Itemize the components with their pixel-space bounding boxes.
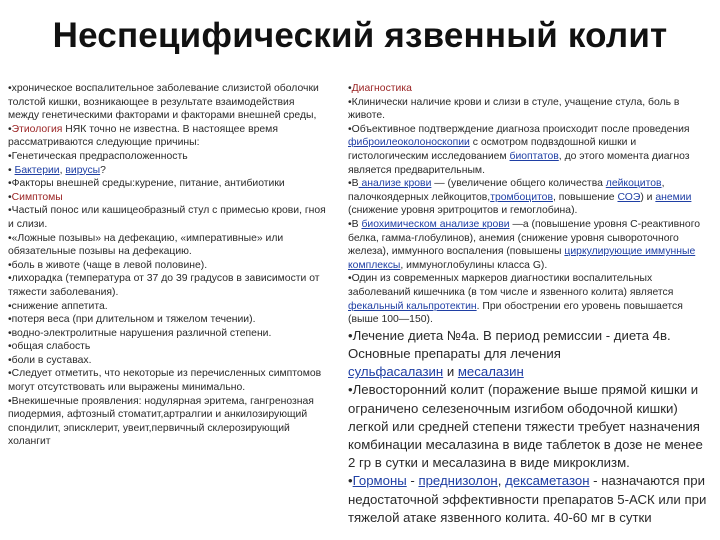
diagnostics-label: Диагностика (351, 83, 412, 94)
text: (снижение уровня эритроцитов и гемоглобина). (348, 205, 578, 217)
biopsy-link[interactable]: биоптатов (509, 150, 559, 162)
text: — (увеличение общего количества (431, 178, 606, 190)
list-item: •общая слабость (8, 341, 91, 353)
bullet: • (8, 164, 15, 176)
sulfasalazine-link[interactable]: сульфасалазин (348, 364, 444, 380)
text: - назначаются при недостаточной эффективности препаратов 5-АСК или при тяжелой атаке язвенного колита. 40-60 мг в сутки (348, 473, 707, 525)
list-item: •боли в суставах. (8, 354, 92, 366)
colonoscopy-link[interactable]: фиброилеоколоноскопии (348, 137, 470, 149)
list-item: •лихорадка (температура от 37 до 39 градусов в зависимости от тяжести заболевания). (8, 273, 320, 298)
diagnostics-heading (348, 82, 710, 96)
esr-link[interactable]: СОЭ (617, 191, 641, 203)
viruses-link[interactable]: вирусы (65, 164, 101, 176)
dexamethasone-link[interactable]: дексаметазон (505, 473, 590, 489)
list-item: •Следует отметить, что некоторые из перечисленных симптомов могут отсутствовать или выражены минимально. (8, 368, 322, 394)
text: • (348, 473, 353, 489)
list-item: •потеря веса (при длительном и тяжелом течении). (8, 314, 256, 326)
bacteria-link[interactable]: Бактерии (14, 164, 60, 176)
text: , до этого момента диагноз является предварительным. (348, 150, 690, 176)
text: ) и (640, 191, 656, 203)
list-item: •Внекишечные проявления: нодулярная эритема, гангренозная пиодермия, афтозный стоматит,артралгии и анкилозирующий спондилит, эписклерит, увеит,первичный склерозирующий холангит (8, 395, 314, 448)
list-item (348, 177, 710, 218)
slide-title: Неспецифический язвенный колит (52, 16, 668, 55)
list-item (8, 164, 326, 178)
bullet: • (8, 191, 12, 203)
left-column (8, 82, 326, 449)
text: —а (повышение уровня С-реактивного белка, гамма-глобулинов), анемия (снижение уровня сывороточного железа), иммунного воспаления (повышены (348, 218, 701, 258)
prednisolone-link[interactable]: преднизолон (418, 473, 498, 489)
immune-complexes-link[interactable]: циркулирующие иммунные комплексы (348, 246, 696, 271)
etiology-text: НЯК точно не известна. В настоящее время рассматриваются следующие причины: (8, 123, 278, 149)
calprotectin-link[interactable]: фекальный кальпротектин (348, 300, 477, 312)
separator: , (59, 164, 66, 176)
text: , повышение (552, 191, 618, 203)
list-item: •Генетическая предрасположенность (8, 150, 188, 162)
text: , иммуноглобулины класса G). (400, 259, 548, 271)
list-item: •«Ложные позывы» на дефекацию, «императивные» или обязательные позывы на дефекацию. (8, 232, 284, 258)
hormones-paragraph (348, 472, 710, 527)
text: - (406, 473, 419, 489)
list-item: •Факторы внешней среды:курение, питание, антибиотики (8, 178, 285, 190)
platelets-link[interactable]: тромбоцитов (490, 191, 553, 203)
treatment-paragraph: •Лечение диета №4а. В период ремиссии - диета 4в. Основные препараты для лечения (348, 327, 671, 361)
list-item: •снижение аппетита. (8, 300, 108, 312)
text: и (443, 364, 458, 380)
text: , палочкоядерных лейкоцитов, (348, 178, 665, 203)
mesalazine-link[interactable]: месалазин (457, 364, 524, 380)
right-column (348, 82, 710, 527)
symptoms-heading (8, 191, 326, 205)
list-item (348, 272, 710, 326)
definition-paragraph: •хроническое воспалительное заболевание слизистой оболочки толстой кишки, возникающее в результате взаимодействия между генетическими факторами и факторами внешней среды, (8, 83, 319, 122)
list-item: •водно-электролитные нарушения различной степени. (8, 327, 272, 339)
drugs-line (348, 363, 710, 381)
left-colitis-paragraph: •Левосторонний колит (поражение выше прямой кишки и ограничено селезеночным изгибом ободочной кишки) легкой или средней степени тяжести требует назначения комбинации месалазина в виде таблеток в дозе не менее 2 гр в сутки и месалазина в виде микроклизм. (348, 382, 703, 471)
list-item (348, 123, 710, 177)
text: . При обострении его уровень повышается (выше 100—150). (348, 300, 683, 326)
biochemistry-link[interactable]: биохимическом анализе крови (361, 218, 510, 230)
text: •Один из современных маркеров диагностики воспалительных заболеваний кишечника (в том числе и язвенного колита) является (348, 273, 674, 298)
leukocytes-link[interactable]: лейкоцитов (605, 178, 662, 190)
text: , (497, 473, 506, 489)
text: с осмотром подвздошной кишки и гистологическим исследованием (348, 137, 637, 162)
anemia-link[interactable]: анемии (655, 191, 692, 203)
blood-test-link[interactable]: анализе крови (358, 178, 432, 190)
list-item: •Частый понос или кашицеобразный стул с примесью крови, гноя и слизи. (8, 205, 326, 230)
etiology-label: Этиология (11, 123, 63, 135)
hormones-link[interactable]: Гормоны (352, 473, 407, 489)
text: •В (348, 178, 359, 190)
list-item (348, 218, 710, 272)
text: •В (348, 218, 362, 230)
list-item: •боль в животе (чаще в левой половине). (8, 259, 208, 271)
symptoms-label: Симптомы (11, 191, 63, 203)
bullet: • (348, 83, 352, 94)
text: •Объективное подтверждение диагноза происходит после проведения (348, 123, 690, 135)
bullet: • (8, 123, 12, 135)
list-item: •Клинически наличие крови и слизи в стуле, учащение стула, боль в животе. (348, 96, 680, 122)
question-mark: ? (100, 164, 106, 176)
etiology-paragraph (8, 123, 326, 150)
